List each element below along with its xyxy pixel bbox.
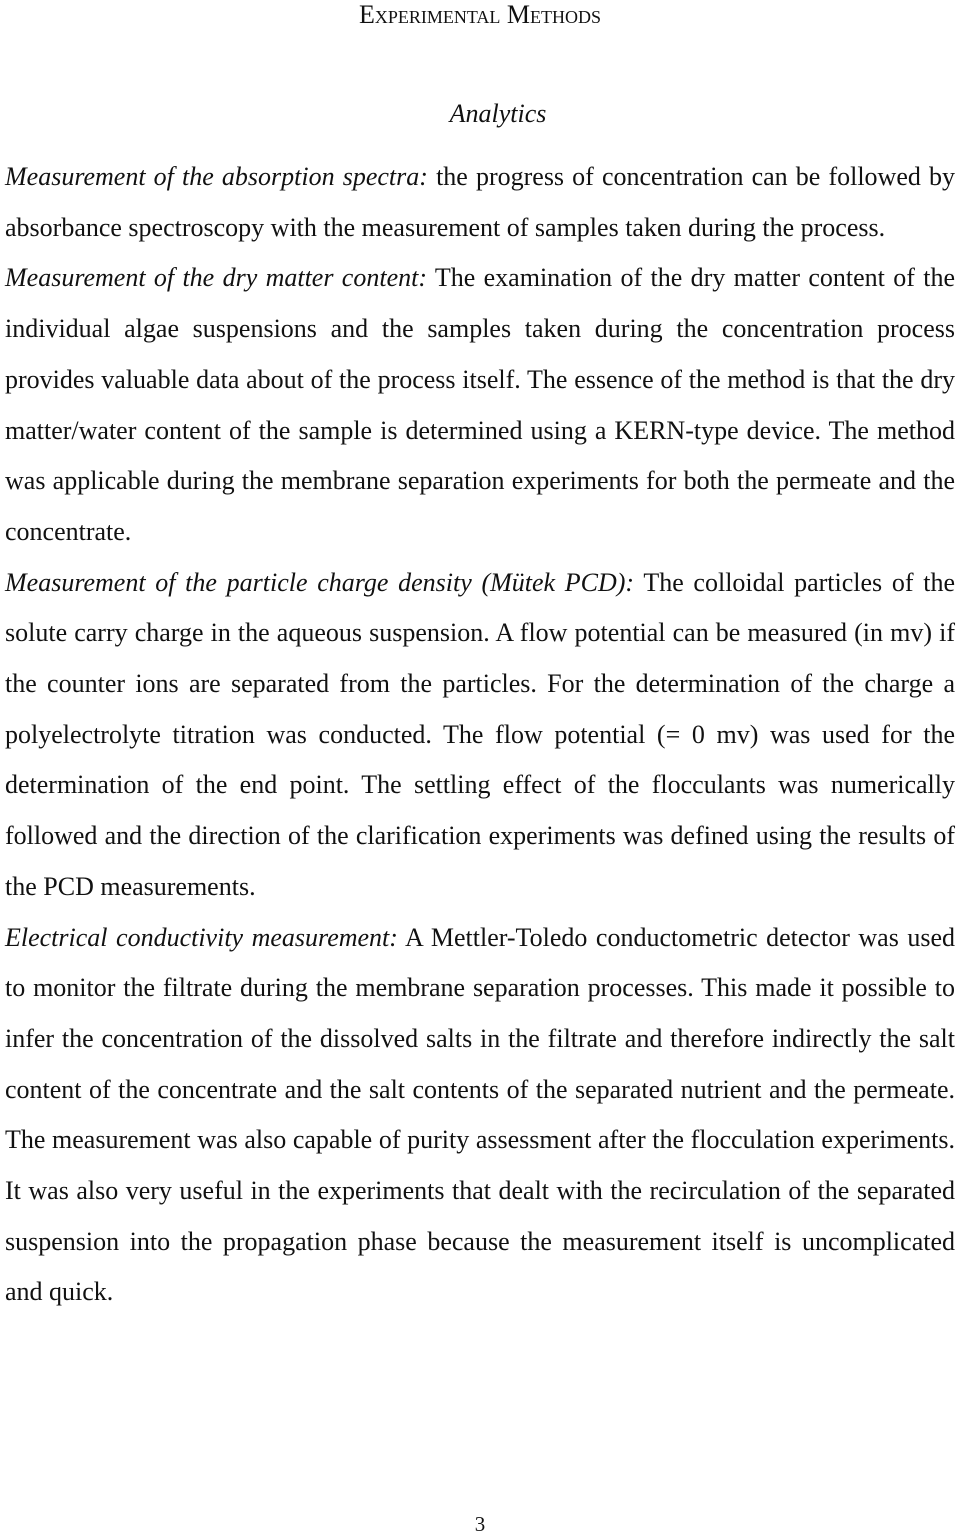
paragraph-conductivity: [5, 913, 955, 1319]
paragraph-text: The examination of the dry matter content of the individual algae suspensions and the samples taken during the concentration process provides valuable data about of the process itself. The essence of the method is that the dry matter/water content of the sample is determined using a KERN-type device. The method was applicable during the membrane separation experiments for both the permeate and the concentrate.: [5, 263, 956, 546]
paragraph-particle-charge: [5, 558, 955, 913]
page-number: 3: [474, 1512, 486, 1536]
body-text: [5, 152, 955, 1318]
paragraph-dry-matter: [5, 253, 955, 557]
paragraph-text: The colloidal particles of the solute carry charge in the aqueous suspension. A flow potential can be measured (in mv) if the counter ions are separated from the particles. For the determination of the charge a polyelectrolyte titration was conducted. The flow potential (= 0 mv) was used for the determination of the end point. The settling effect of the flocculants was numerically followed and the direction of the clarification experiments was defined using the results of the PCD measurements.: [5, 567, 955, 901]
paragraph-lead: Measurement of the absorption spectra:: [5, 162, 428, 191]
section-title: Experimental Methods: [358, 0, 602, 29]
paragraph-text: the progress of concentration can be followed by absorbance spectroscopy with the measurement of samples taken during the process.: [5, 162, 956, 242]
paragraph-lead: Electrical conductivity measurement:: [5, 922, 398, 952]
paragraph-lead: Measurement of the particle charge density (Mütek PCD):: [5, 567, 635, 597]
paragraph-lead: Measurement of the dry matter content:: [5, 263, 427, 293]
subsection-title: Analytics: [449, 99, 547, 128]
paragraph-absorption-spectra: [5, 152, 955, 253]
paragraph-text: A Mettler-Toledo conductometric detector was used to monitor the filtrate during the membrane separation processes. This made it possible to infer the concentration of the dissolved salts in the filtrate and therefore indirectly the salt content of the concentrate and the salt contents of the separated nutrient and the permeate. The measurement was also capable of purity assessment after the flocculation experiments. It was also very useful in the experiments that dealt with the recirculation of the separated suspension into the propagation phase because the measurement itself is uncomplicated and quick.: [5, 922, 955, 1307]
